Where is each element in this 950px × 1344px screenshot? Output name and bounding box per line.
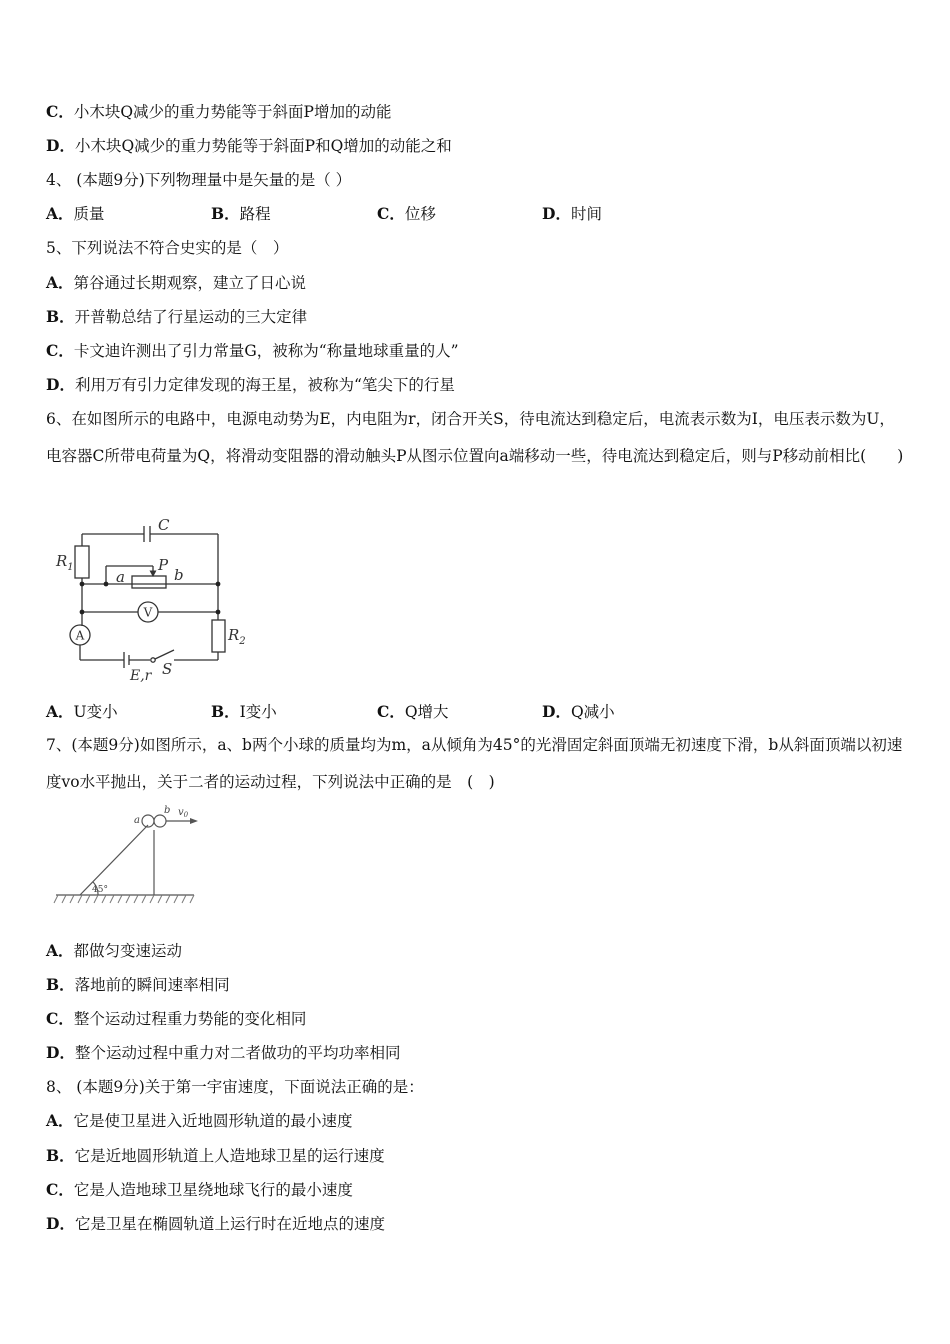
q8-option-b: B．它是近地圆形轨道上人造地球卫星的运行速度 bbox=[46, 1146, 385, 1165]
q6-option-c: C．Q增大 bbox=[377, 702, 449, 721]
q6-circuit-figure bbox=[50, 512, 260, 692]
q5-stem: 5、下列说法不符合史实的是（ ） bbox=[46, 239, 289, 257]
q4-options bbox=[46, 204, 906, 224]
q6-option-b: B．I变小 bbox=[211, 702, 277, 721]
q6-options bbox=[46, 702, 906, 722]
ammeter-symbol: A bbox=[75, 628, 85, 643]
q7-stem: 7、(本题9分)如图所示，a、b两个小球的质量均为m，a从倾角为45°的光滑固定斜面顶端无初速度下滑，b从斜面顶端以初速度vo水平抛出，关于二者的运动过程，下列说法中正确的是 ( ) bbox=[46, 736, 903, 791]
fig-label-v0: $v_0$ bbox=[178, 807, 189, 819]
voltmeter-symbol: V bbox=[143, 605, 153, 620]
fig-label-b: b bbox=[174, 566, 184, 584]
q8-option-d: D．它是卫星在椭圆轨道上运行时在近地点的速度 bbox=[46, 1214, 385, 1233]
q5-option-c: C．卡文迪许测出了引力常量G，被称为“称量地球重量的人” bbox=[46, 341, 459, 360]
q4-option-d: D．时间 bbox=[542, 204, 602, 223]
q3-option-d: D．小木块Q减少的重力势能等于斜面P和Q增加的动能之和 bbox=[46, 136, 452, 155]
q4-option-a: A．质量 bbox=[46, 204, 105, 223]
fig-label-a: a bbox=[116, 568, 125, 586]
fig-label-switch: S bbox=[162, 660, 173, 678]
q6-option-a: A．U变小 bbox=[46, 702, 118, 721]
q6-option-d: D．Q减小 bbox=[542, 702, 615, 721]
q7-incline-figure bbox=[52, 803, 212, 913]
q4-option-b: B．路程 bbox=[211, 204, 271, 223]
q8-option-a: A．它是使卫星进入近地圆形轨道的最小速度 bbox=[46, 1111, 353, 1130]
fig-label-angle: 45° bbox=[92, 885, 108, 895]
fig-label-r2: $R_2$ bbox=[228, 626, 246, 647]
q6-stem: 6、在如图所示的电路中，电源电动势为E，内电阻为r，闭合开关S，待电流达到稳定后，电流表示数为I，电压表示数为U，电容器C所带电荷量为Q，将滑动变阻器的滑动触头P从图示位置向a端移动一些，待电流达到稳定后，则与P移动前相比( ) bbox=[46, 410, 904, 465]
q4-stem: 4、 (本题9分)下列物理量中是矢量的是（ ） bbox=[46, 171, 352, 189]
q7-option-d: D．整个运动过程中重力对二者做功的平均功率相同 bbox=[46, 1043, 401, 1062]
q5-option-b: B．开普勒总结了行星运动的三大定律 bbox=[46, 307, 308, 326]
fig-label-ball-a: a bbox=[134, 815, 140, 826]
q5-option-a: A．第谷通过长期观察，建立了日心说 bbox=[46, 273, 307, 292]
q5-option-d: D．利用万有引力定律发现的海王星，被称为“笔尖下的行星 bbox=[46, 375, 455, 394]
fig-label-p: P bbox=[158, 556, 169, 574]
q8-stem: 8、 (本题9分)关于第一宇宙速度，下面说法正确的是： bbox=[46, 1078, 424, 1096]
q3-option-c: C．小木块Q减少的重力势能等于斜面P增加的动能 bbox=[46, 102, 392, 121]
q7-option-c: C．整个运动过程重力势能的变化相同 bbox=[46, 1009, 307, 1028]
fig-label-source: E,r bbox=[130, 668, 152, 684]
fig-label-r1: $R_1$ bbox=[56, 552, 74, 573]
q8-option-c: C．它是人造地球卫星绕地球飞行的最小速度 bbox=[46, 1180, 353, 1199]
fig-label-ball-b: b bbox=[164, 805, 171, 816]
fig-label-capacitor: C bbox=[158, 516, 170, 534]
q7-option-b: B．落地前的瞬间速率相同 bbox=[46, 975, 230, 994]
q7-option-a: A．都做匀变速运动 bbox=[46, 941, 183, 960]
q4-option-c: C．位移 bbox=[377, 204, 436, 223]
